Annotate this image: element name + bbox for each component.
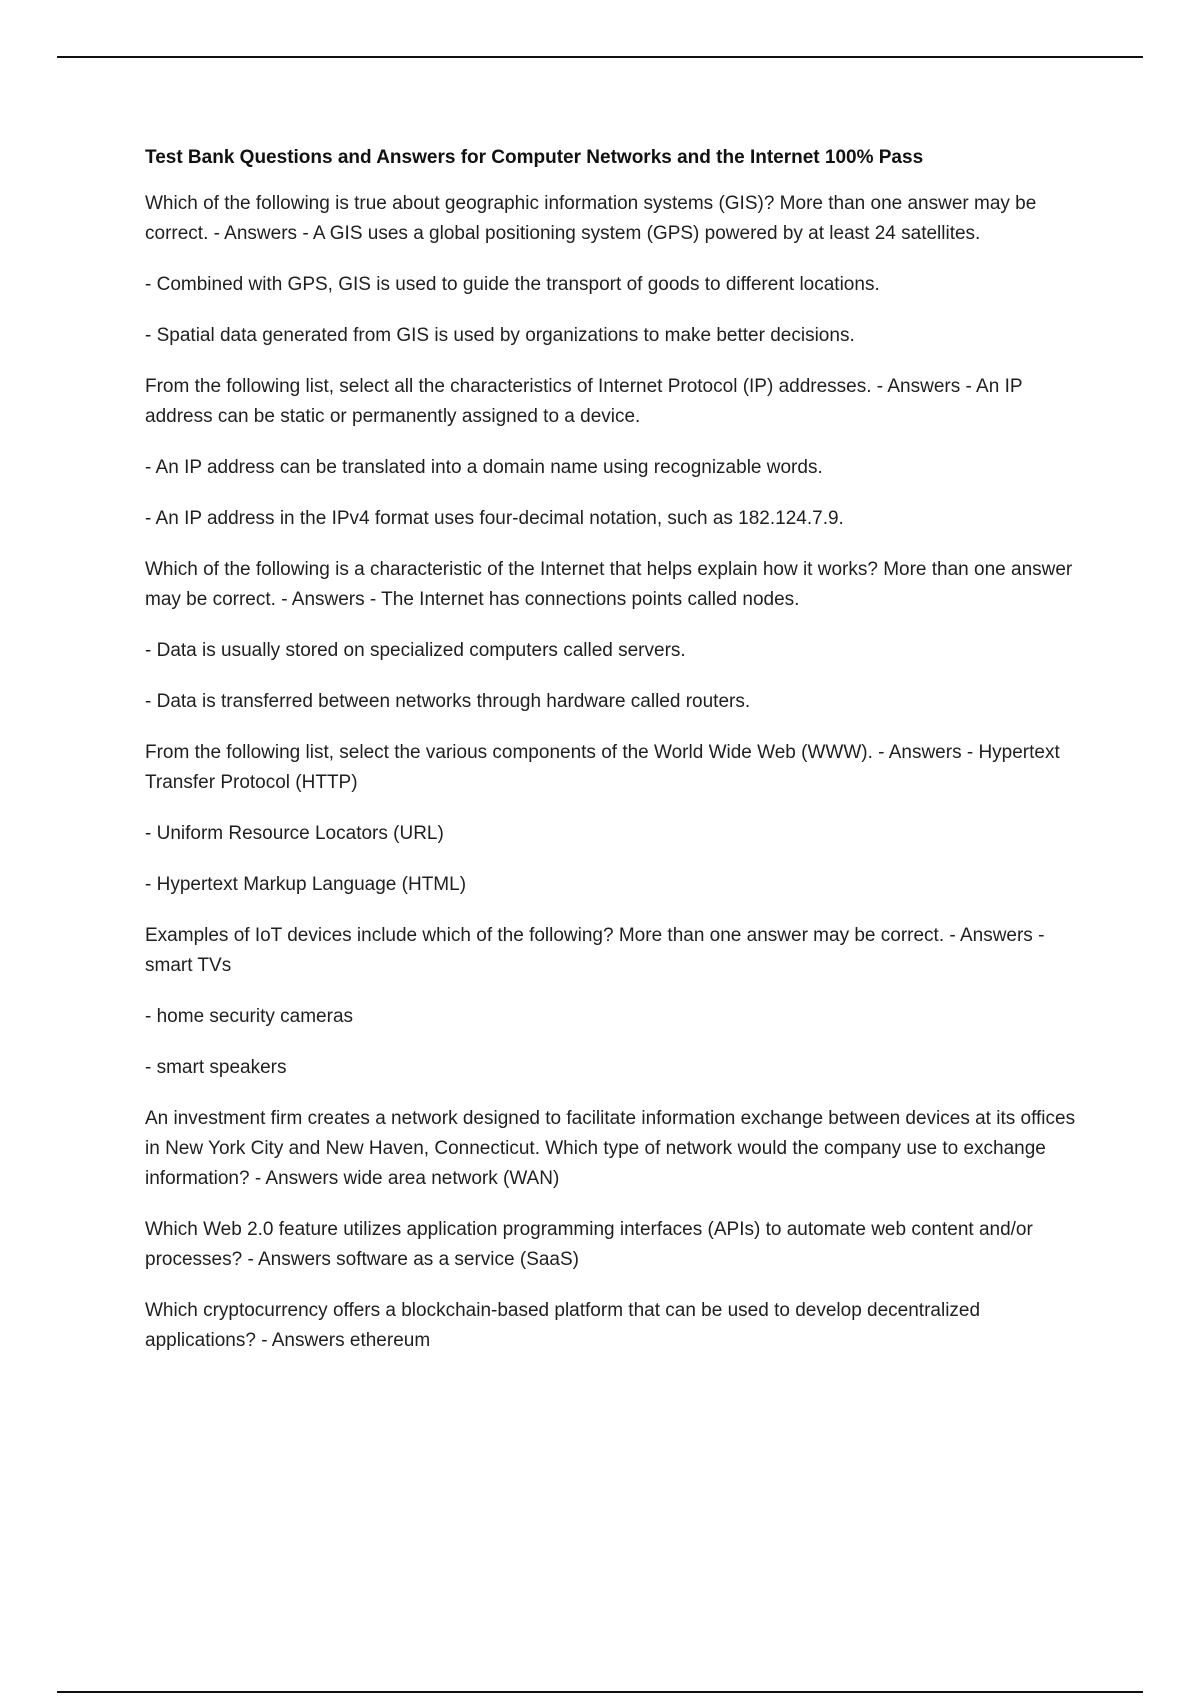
paragraph: Which of the following is a characteristic of the Internet that helps explain how it works? More than one answer may be correct. - Answers - The Internet has connections points called nodes. <box>145 559 1073 610</box>
paragraph: - An IP address can be translated into a domain name using recognizable words. <box>145 457 823 478</box>
document-title: Test Bank Questions and Answers for Computer Networks and the Internet 100% Pass <box>145 147 924 168</box>
paragraph: Which cryptocurrency offers a blockchain-based platform that can be used to develop decentralized applications? - Answers ethereum <box>145 1300 981 1351</box>
paragraph: - Uniform Resource Locators (URL) <box>145 823 444 844</box>
document-body <box>145 143 1090 1377</box>
paragraph: An investment firm creates a network designed to facilitate information exchange between devices at its offices in New York City and New Haven, Connecticut. Which type of network would the company use to exchange information? - Answers wide area network (WAN) <box>145 1108 1076 1189</box>
header-rule <box>57 56 1143 58</box>
paragraph: - smart speakers <box>145 1057 287 1078</box>
footer-rule <box>57 1691 1143 1693</box>
paragraph: From the following list, select the various components of the World Wide Web (WWW). - Answers - Hypertext Transfer Protocol (HTTP) <box>145 742 1060 793</box>
paragraph: - Data is usually stored on specialized computers called servers. <box>145 640 686 661</box>
paragraph: - Combined with GPS, GIS is used to guide the transport of goods to different locations. <box>145 274 880 295</box>
paragraph: From the following list, select all the characteristics of Internet Protocol (IP) addresses. - Answers - An IP address can be static or permanently assigned to a device. <box>145 376 1023 427</box>
paragraph: - Spatial data generated from GIS is used by organizations to make better decisions. <box>145 325 855 346</box>
paragraph: - home security cameras <box>145 1006 354 1027</box>
paragraph: - An IP address in the IPv4 format uses four-decimal notation, such as 182.124.7.9. <box>145 508 844 529</box>
paragraph: Which of the following is true about geographic information systems (GIS)? More than one answer may be correct. - Answers - A GIS uses a global positioning system (GPS) powered by at least 24 satellites. <box>145 193 1037 244</box>
paragraph: Examples of IoT devices include which of the following? More than one answer may be correct. - Answers - smart TVs <box>145 925 1045 976</box>
paragraph: - Hypertext Markup Language (HTML) <box>145 874 467 895</box>
paragraph: Which Web 2.0 feature utilizes application programming interfaces (APIs) to automate web content and/or processes? - Answers software as a service (SaaS) <box>145 1219 1033 1270</box>
paragraph: - Data is transferred between networks through hardware called routers. <box>145 691 751 712</box>
